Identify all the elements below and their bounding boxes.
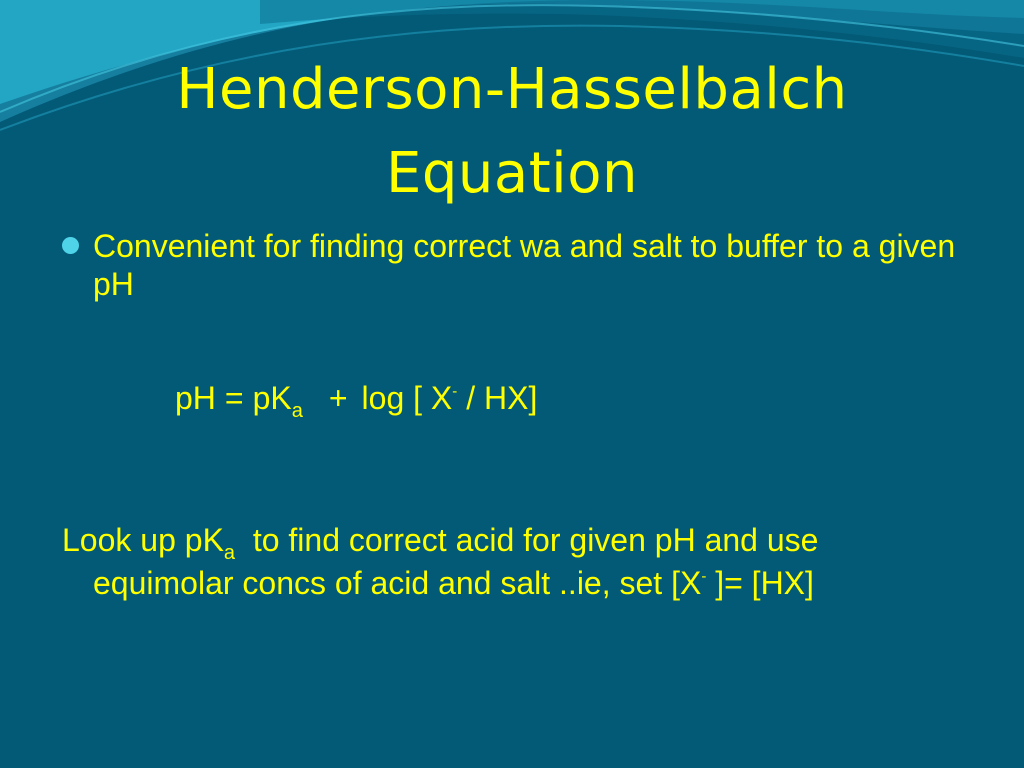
equation-log-open: log [ X: [361, 380, 453, 416]
lookup-line1-end: to find correct acid for given pH and use: [252, 522, 819, 558]
equation-pk: pK: [252, 380, 292, 416]
circle-bullet-icon: [62, 237, 79, 254]
equation-pk-subscript: a: [291, 400, 303, 422]
lookup-line-2: [62, 564, 972, 609]
equation-x-superscript: -: [452, 383, 458, 400]
bullet-text: Convenient for finding correct wa and salt to buffer to a given pH: [93, 228, 956, 302]
equation-ph: pH: [175, 380, 216, 416]
lookup-line2-start: equimolar concs of acid and salt ..ie, set [X: [93, 565, 702, 601]
title-line-2: Equation: [385, 141, 638, 206]
lookup-x-superscript: -: [701, 568, 707, 585]
equation: [175, 379, 537, 424]
lookup-line-1: [62, 521, 972, 564]
equation-plus: +: [328, 380, 348, 416]
equation-equals: =: [224, 380, 244, 416]
lookup-line1-start: Look up pK: [62, 522, 224, 558]
lookup-paragraph: [62, 521, 972, 609]
title-line-1: Henderson-Hasselbalch: [176, 57, 848, 122]
page-title: [0, 48, 1024, 216]
lookup-line2-end: ]= [HX]: [715, 565, 814, 601]
equation-log-close: / HX]: [466, 380, 538, 416]
lookup-pk-subscript: a: [223, 542, 236, 564]
